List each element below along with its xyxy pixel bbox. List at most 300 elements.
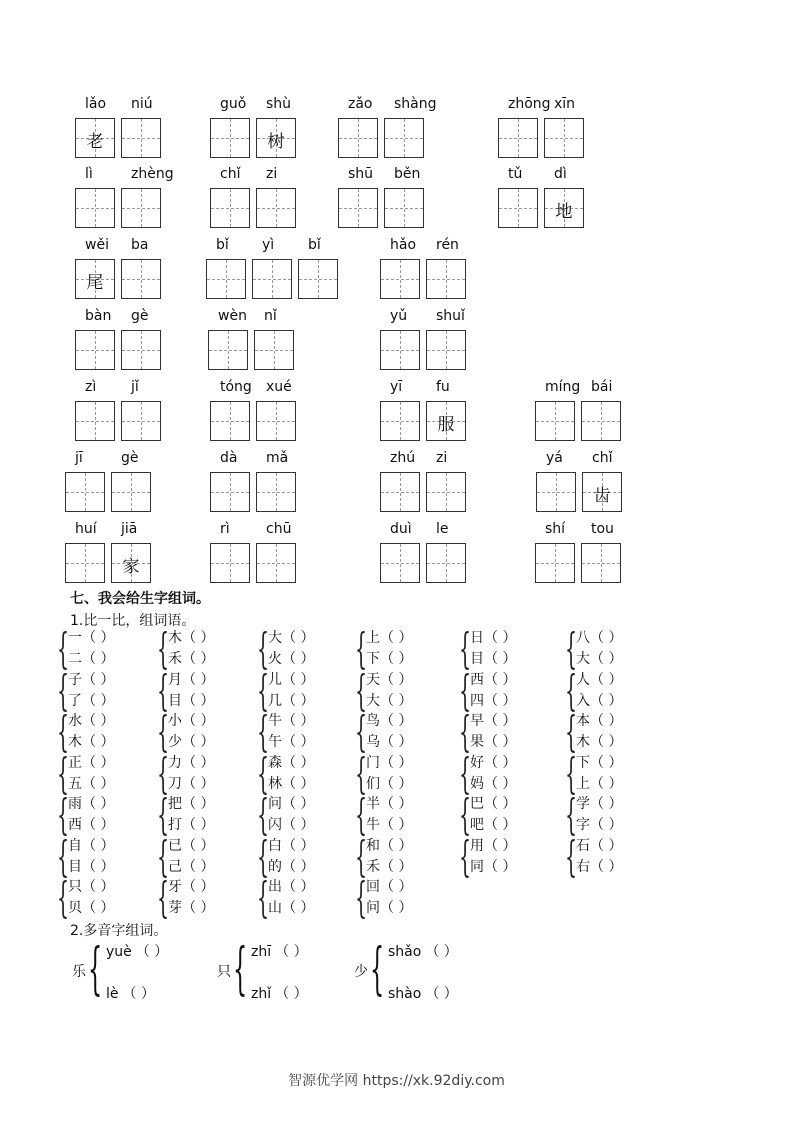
polyphone-reading	[106, 941, 168, 961]
brace-glyph: {	[157, 790, 170, 839]
compare-word-line	[470, 752, 544, 772]
compare-character: 上	[576, 775, 590, 792]
compare-word-line	[470, 773, 544, 793]
answer-blank[interactable]: （ ）	[82, 858, 115, 875]
compare-character: 闪	[268, 817, 282, 833]
answer-blank[interactable]: （ ）	[182, 754, 215, 771]
compare-word-line	[68, 731, 142, 751]
tian-zi-ge-cell[interactable]	[121, 118, 161, 158]
answer-blank[interactable]: （ ）	[82, 775, 115, 792]
tian-zi-ge-cell[interactable]	[498, 188, 538, 228]
answer-blank[interactable]: （ ）	[380, 692, 413, 709]
answer-blank[interactable]: （ ）	[282, 775, 315, 792]
compare-word-line	[268, 669, 342, 689]
compare-character: 木	[68, 734, 82, 750]
answer-blank[interactable]: （ ）	[282, 858, 315, 875]
answer-blank[interactable]: （ ）	[484, 775, 517, 792]
tian-zi-ge-cell[interactable]	[338, 118, 378, 158]
compare-character: 自	[68, 837, 82, 854]
tian-zi-ge-cell[interactable]	[121, 188, 161, 228]
answer-blank[interactable]: （ ）	[282, 651, 315, 667]
compare-word-line	[366, 835, 440, 855]
compare-word-line	[68, 752, 142, 772]
tian-zi-ge-cell[interactable]	[498, 118, 538, 158]
tian-zi-ge-cell[interactable]	[380, 259, 420, 299]
compare-character: 人	[576, 671, 590, 688]
answer-blank[interactable]: （ ）	[282, 692, 315, 709]
tian-zi-ge-cell[interactable]	[380, 330, 420, 370]
compare-word-line	[470, 814, 544, 834]
tian-zi-ge-cell[interactable]	[65, 543, 105, 583]
answer-blank[interactable]: （ ）	[282, 837, 315, 854]
compare-word-line	[68, 710, 142, 730]
compare-word-line	[268, 897, 342, 917]
compare-character: 午	[268, 734, 282, 750]
compare-word-line	[168, 793, 242, 813]
compare-word-line	[68, 648, 142, 668]
tian-zi-ge-cell[interactable]	[380, 472, 420, 512]
answer-blank[interactable]: （ ）	[282, 713, 315, 729]
tian-zi-ge-cell[interactable]	[75, 401, 115, 441]
polyphone-reading	[106, 983, 155, 1003]
pinyin-label: yá	[546, 450, 563, 466]
answer-blank[interactable]: （ ）	[380, 900, 413, 916]
compare-pair	[565, 624, 662, 673]
answer-blank[interactable]: （ ）	[182, 879, 215, 895]
brace-glyph: {	[157, 873, 170, 922]
answer-blank[interactable]: （ ）	[82, 900, 115, 916]
tian-zi-ge-cell[interactable]	[536, 472, 576, 512]
brace-glyph: {	[565, 665, 578, 715]
answer-blank[interactable]: （ ）	[425, 944, 458, 960]
tian-zi-ge-cell[interactable]	[544, 118, 584, 158]
tian-zi-ge-cell[interactable]	[426, 472, 466, 512]
given-character: 地	[555, 202, 573, 222]
answer-blank[interactable]: （ ）	[275, 944, 308, 960]
answer-blank[interactable]: （ ）	[182, 858, 215, 875]
compare-pair	[565, 707, 662, 756]
answer-blank[interactable]: （ ）	[82, 734, 115, 750]
compare-word-line	[268, 690, 342, 710]
answer-blank[interactable]: （ ）	[484, 817, 517, 833]
tian-zi-ge-cell[interactable]	[252, 259, 292, 299]
answer-blank[interactable]: （ ）	[590, 630, 623, 646]
answer-blank[interactable]: （ ）	[484, 651, 517, 667]
tian-zi-ge-cell[interactable]	[210, 543, 250, 583]
answer-blank[interactable]: （ ）	[282, 754, 315, 771]
answer-blank[interactable]: （ ）	[590, 754, 623, 771]
pinyin-label: zhèng	[131, 166, 174, 182]
answer-blank[interactable]: （ ）	[182, 775, 215, 792]
answer-blank[interactable]: （ ）	[82, 796, 115, 812]
tian-zi-ge-cell[interactable]	[75, 118, 115, 158]
answer-blank[interactable]: （ ）	[590, 671, 623, 688]
brace-glyph: {	[459, 707, 472, 756]
answer-blank[interactable]: （ ）	[182, 796, 215, 812]
answer-blank[interactable]: （ ）	[275, 986, 308, 1002]
compare-character: 水	[68, 713, 82, 729]
tian-zi-ge-cell[interactable]	[121, 401, 161, 441]
compare-character: 妈	[470, 775, 484, 792]
tian-zi-ge-cell[interactable]	[380, 401, 420, 441]
answer-blank[interactable]: （ ）	[590, 692, 623, 709]
answer-blank[interactable]: （ ）	[282, 879, 315, 895]
answer-blank[interactable]: （ ）	[82, 692, 115, 709]
tian-zi-ge-cell[interactable]	[210, 401, 250, 441]
answer-blank[interactable]: （ ）	[182, 837, 215, 854]
compare-character: 下	[366, 651, 380, 667]
compare-character: 雨	[68, 796, 82, 812]
compare-word-line	[268, 648, 342, 668]
compare-pair	[257, 665, 354, 715]
answer-blank[interactable]: （ ）	[82, 837, 115, 854]
tian-zi-ge-cell[interactable]	[338, 188, 378, 228]
tian-zi-ge-cell[interactable]	[121, 330, 161, 370]
answer-blank[interactable]: （ ）	[82, 630, 115, 646]
brace-glyph: {	[355, 831, 368, 881]
answer-blank[interactable]: （ ）	[282, 734, 315, 750]
answer-blank[interactable]: （ ）	[82, 713, 115, 729]
pinyin-label: chū	[266, 521, 292, 537]
answer-blank[interactable]: （ ）	[82, 754, 115, 771]
compare-word-line	[268, 814, 342, 834]
pinyin-label: zǎo	[348, 96, 373, 112]
answer-blank[interactable]: （ ）	[380, 837, 413, 854]
compare-character: 的	[268, 858, 282, 875]
brace-glyph: {	[355, 748, 368, 798]
answer-blank[interactable]: （ ）	[590, 817, 623, 833]
compare-word-line	[470, 648, 544, 668]
compare-word-line	[268, 627, 342, 647]
tian-zi-ge-cell[interactable]	[256, 401, 296, 441]
compare-word-line	[576, 690, 650, 710]
compare-character: 月	[168, 671, 182, 688]
answer-blank[interactable]: （ ）	[484, 692, 517, 709]
answer-blank[interactable]: （ ）	[484, 630, 517, 646]
brace-glyph: {	[257, 624, 270, 673]
answer-blank[interactable]: （ ）	[82, 651, 115, 667]
compare-word-line	[68, 876, 142, 896]
compare-character: 大	[576, 651, 590, 667]
compare-character: 目	[168, 692, 182, 709]
tian-zi-ge-cell[interactable]	[426, 401, 466, 441]
tian-zi-ge-cell[interactable]	[210, 472, 250, 512]
compare-word-line	[68, 793, 142, 813]
compare-character: 大	[366, 692, 380, 709]
compare-pair	[355, 707, 452, 756]
compare-word-line	[470, 793, 544, 813]
compare-word-line	[470, 835, 544, 855]
compare-character: 目	[68, 858, 82, 875]
brace-glyph: {	[459, 831, 472, 881]
compare-pair	[257, 748, 354, 798]
compare-pair	[57, 831, 154, 881]
compare-word-line	[168, 627, 242, 647]
answer-blank[interactable]: （ ）	[182, 651, 215, 667]
tian-zi-ge-cell[interactable]	[210, 188, 250, 228]
brace-glyph: {	[459, 748, 472, 798]
compare-word-line	[470, 710, 544, 730]
reading-pinyin: zhī	[251, 944, 272, 960]
brace-glyph: {	[257, 707, 270, 756]
compare-word-line	[168, 690, 242, 710]
pinyin-label: chǐ	[220, 166, 241, 182]
tian-zi-ge-cell[interactable]	[426, 259, 466, 299]
brace-glyph: {	[355, 707, 368, 756]
compare-word-line	[168, 897, 242, 917]
compare-character: 好	[470, 754, 484, 771]
tian-zi-ge-cell[interactable]	[75, 259, 115, 299]
compare-character: 森	[268, 754, 282, 771]
compare-character: 了	[68, 692, 82, 709]
compare-pair	[57, 873, 154, 922]
tian-zi-ge-cell[interactable]	[298, 259, 338, 299]
answer-blank[interactable]: （ ）	[380, 651, 413, 667]
tian-zi-ge-cell[interactable]	[111, 472, 151, 512]
answer-blank[interactable]: （ ）	[380, 775, 413, 792]
answer-blank[interactable]: （ ）	[590, 775, 623, 792]
compare-word-line	[68, 835, 142, 855]
answer-blank[interactable]: （ ）	[590, 734, 623, 750]
compare-word-line	[576, 648, 650, 668]
compare-pair	[257, 790, 354, 839]
answer-blank[interactable]: （ ）	[282, 671, 315, 688]
pinyin-label: ba	[131, 237, 149, 253]
tian-zi-ge-cell[interactable]	[535, 543, 575, 583]
tian-zi-ge-cell[interactable]	[256, 472, 296, 512]
answer-blank[interactable]: （ ）	[182, 630, 215, 646]
tian-zi-ge-cell[interactable]	[75, 330, 115, 370]
answer-blank[interactable]: （ ）	[484, 754, 517, 771]
compare-character: 四	[470, 692, 484, 709]
answer-blank[interactable]: （ ）	[380, 671, 413, 688]
tian-zi-ge-cell[interactable]	[380, 543, 420, 583]
compare-word-line	[366, 752, 440, 772]
tian-zi-ge-cell[interactable]	[254, 330, 294, 370]
pinyin-label: shí	[545, 521, 566, 537]
compare-character: 木	[576, 734, 590, 750]
compare-word-line	[68, 627, 142, 647]
compare-character: 山	[268, 900, 282, 916]
answer-blank[interactable]: （ ）	[82, 671, 115, 688]
brace-glyph: {	[57, 873, 70, 922]
compare-pair	[257, 707, 354, 756]
tian-zi-ge-cell[interactable]	[581, 543, 621, 583]
pinyin-label: yī	[390, 379, 403, 395]
answer-blank[interactable]: （ ）	[590, 837, 623, 854]
answer-blank[interactable]: （ ）	[282, 900, 315, 916]
answer-blank[interactable]: （ ）	[182, 713, 215, 729]
compare-word-line	[576, 627, 650, 647]
compare-character: 大	[268, 630, 282, 646]
compare-word-line	[168, 856, 242, 876]
tian-zi-ge-cell[interactable]	[384, 188, 424, 228]
compare-pair	[565, 790, 662, 839]
pinyin-label: bǐ	[308, 237, 321, 253]
answer-blank[interactable]: （ ）	[484, 734, 517, 750]
compare-character: 学	[576, 796, 590, 812]
pinyin-label: huí	[75, 521, 97, 537]
pinyin-label: wěi	[85, 237, 109, 253]
answer-blank[interactable]: （ ）	[182, 734, 215, 750]
compare-pair	[57, 707, 154, 756]
pinyin-label: shuǐ	[436, 308, 465, 324]
pinyin-label: gè	[131, 308, 149, 324]
brace-glyph: {	[565, 707, 578, 756]
compare-word-line	[268, 710, 342, 730]
brace-glyph: {	[565, 831, 578, 881]
answer-blank[interactable]: （ ）	[590, 796, 623, 812]
answer-blank[interactable]: （ ）	[282, 796, 315, 812]
answer-blank[interactable]: （ ）	[380, 879, 413, 895]
compare-word-line	[68, 690, 142, 710]
compare-character: 己	[168, 858, 182, 875]
tian-zi-ge-cell[interactable]	[582, 472, 622, 512]
tian-zi-ge-cell[interactable]	[426, 543, 466, 583]
answer-blank[interactable]: （ ）	[590, 858, 623, 875]
brace-glyph: {	[57, 624, 70, 673]
answer-blank[interactable]: （ ）	[425, 986, 458, 1002]
reading-pinyin: shào	[388, 986, 422, 1002]
brace-glyph: {	[459, 624, 472, 673]
compare-pair	[355, 748, 452, 798]
answer-blank[interactable]: （ ）	[182, 900, 215, 916]
compare-word-line	[366, 648, 440, 668]
compare-word-line	[268, 835, 342, 855]
answer-blank[interactable]: （ ）	[135, 944, 169, 960]
compare-word-line	[168, 752, 242, 772]
compare-character: 本	[576, 713, 590, 729]
answer-blank[interactable]: （ ）	[182, 817, 215, 833]
pinyin-label: bái	[591, 379, 613, 395]
compare-character: 小	[168, 713, 182, 729]
compare-character: 鸟	[366, 713, 380, 729]
compare-pair	[459, 831, 556, 881]
compare-word-line	[470, 669, 544, 689]
given-character: 服	[437, 415, 455, 435]
tian-zi-ge-cell[interactable]	[65, 472, 105, 512]
pinyin-label: běn	[394, 166, 421, 182]
tian-zi-ge-cell[interactable]	[384, 118, 424, 158]
polyphone-reading	[388, 941, 458, 961]
compare-character: 西	[470, 671, 484, 688]
compare-pair	[355, 665, 452, 715]
tian-zi-ge-cell[interactable]	[256, 118, 296, 158]
brace-glyph: {	[565, 624, 578, 673]
compare-word-line	[576, 814, 650, 834]
pinyin-label: jiā	[121, 521, 138, 537]
tian-zi-ge-cell[interactable]	[256, 543, 296, 583]
answer-blank[interactable]: （ ）	[484, 671, 517, 688]
pinyin-label: shù	[266, 96, 292, 112]
answer-blank[interactable]: （ ）	[484, 858, 517, 875]
compare-character: 问	[268, 796, 282, 812]
brace-glyph: {	[355, 624, 368, 673]
answer-blank[interactable]: （ ）	[380, 817, 413, 833]
tian-zi-ge-cell[interactable]	[544, 188, 584, 228]
answer-blank[interactable]: （ ）	[122, 986, 155, 1002]
pinyin-label: guǒ	[220, 96, 247, 112]
compare-word-line	[168, 731, 242, 751]
answer-blank[interactable]: （ ）	[484, 796, 517, 812]
compare-character: 几	[268, 692, 282, 709]
compare-character: 字	[576, 817, 590, 833]
brace-glyph: {	[257, 831, 270, 881]
answer-blank[interactable]: （ ）	[380, 796, 413, 812]
compare-character: 下	[576, 754, 590, 771]
answer-blank[interactable]: （ ）	[82, 879, 115, 895]
answer-blank[interactable]: （ ）	[182, 671, 215, 688]
compare-character: 右	[576, 858, 590, 875]
answer-blank[interactable]: （ ）	[380, 713, 413, 729]
answer-blank[interactable]: （ ）	[380, 858, 413, 875]
answer-blank[interactable]: （ ）	[590, 651, 623, 667]
tian-zi-ge-cell[interactable]	[111, 543, 151, 583]
compare-character: 儿	[268, 671, 282, 688]
tian-zi-ge-cell[interactable]	[208, 330, 248, 370]
compare-pair	[157, 665, 254, 715]
compare-pair	[57, 790, 154, 839]
brace-glyph: {	[57, 831, 70, 881]
compare-word-line	[168, 710, 242, 730]
compare-character: 早	[470, 713, 484, 729]
compare-word-line	[366, 710, 440, 730]
tian-zi-ge-cell[interactable]	[75, 188, 115, 228]
pinyin-label: fu	[436, 379, 450, 395]
compare-pair	[157, 624, 254, 673]
answer-blank[interactable]: （ ）	[380, 630, 413, 646]
brace-glyph: {	[257, 748, 270, 798]
tian-zi-ge-cell[interactable]	[426, 330, 466, 370]
pinyin-label: dì	[554, 166, 567, 182]
compare-character: 把	[168, 796, 182, 812]
pinyin-label: bàn	[85, 308, 112, 324]
answer-blank[interactable]: （ ）	[590, 713, 623, 729]
compare-character: 同	[470, 858, 484, 875]
answer-blank[interactable]: （ ）	[282, 817, 315, 833]
compare-word-line	[68, 773, 142, 793]
compare-pair	[257, 831, 354, 881]
compare-character: 日	[470, 630, 484, 646]
answer-blank[interactable]: （ ）	[282, 630, 315, 646]
pinyin-label: xué	[266, 379, 292, 395]
answer-blank[interactable]: （ ）	[82, 817, 115, 833]
brace-glyph: {	[157, 748, 170, 798]
answer-blank[interactable]: （ ）	[182, 692, 215, 709]
compare-word-line	[576, 856, 650, 876]
pinyin-label: duì	[390, 521, 412, 537]
compare-word-line	[576, 793, 650, 813]
tian-zi-ge-cell[interactable]	[206, 259, 246, 299]
compare-character: 牛	[366, 817, 380, 833]
compare-word-line	[268, 856, 342, 876]
tian-zi-ge-cell[interactable]	[210, 118, 250, 158]
compare-character: 二	[68, 651, 82, 667]
answer-blank[interactable]: （ ）	[484, 713, 517, 729]
tian-zi-ge-cell[interactable]	[256, 188, 296, 228]
tian-zi-ge-cell[interactable]	[121, 259, 161, 299]
exercise-2-title: 2.多音字组词。	[70, 923, 168, 939]
answer-blank[interactable]: （ ）	[380, 734, 413, 750]
compare-character: 们	[366, 775, 380, 792]
compare-character: 打	[168, 817, 182, 833]
tian-zi-ge-cell[interactable]	[535, 401, 575, 441]
tian-zi-ge-cell[interactable]	[581, 401, 621, 441]
answer-blank[interactable]: （ ）	[380, 754, 413, 771]
answer-blank[interactable]: （ ）	[484, 837, 517, 854]
compare-word-line	[168, 876, 242, 896]
compare-character: 用	[470, 837, 484, 854]
